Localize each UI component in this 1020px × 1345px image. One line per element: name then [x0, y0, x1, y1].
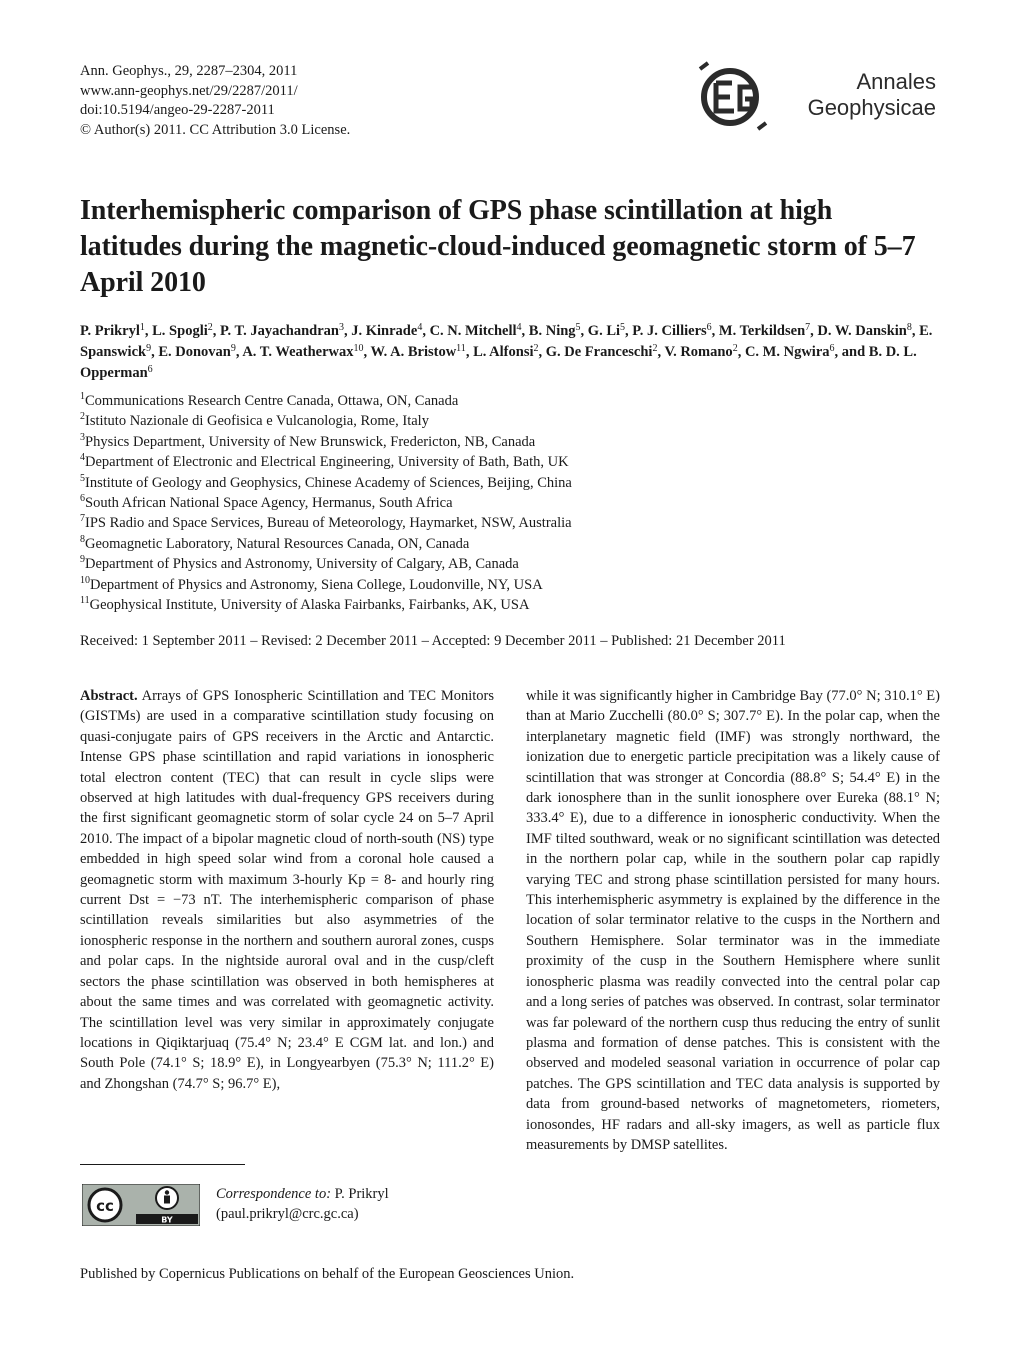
- publication-dates: Received: 1 September 2011 – Revised: 2 December 2011 – Accepted: 9 December 2011 – Published: 21 December 2011: [80, 633, 786, 649]
- affiliation-item: [80, 575, 940, 595]
- author-separator: ,: [538, 344, 546, 360]
- author-affiliation-marker: 10: [353, 343, 364, 354]
- affiliation-text: Geophysical Institute, University of Alaska Fairbanks, Fairbanks, AK, USA: [89, 597, 530, 614]
- author-affiliation-marker: 2: [732, 343, 738, 354]
- author-affiliation-marker: 6: [829, 343, 835, 354]
- cc-text: cc: [96, 1197, 114, 1215]
- author-separator: ,: [657, 344, 665, 360]
- eg-logo-icon: [694, 57, 774, 137]
- abstract-label: Abstract.: [80, 688, 138, 704]
- author-affiliation-marker: 9: [230, 343, 236, 354]
- author-affiliation-marker: 2: [533, 343, 539, 354]
- author-name: E. Spanswick: [80, 323, 933, 360]
- header-meta: [80, 62, 350, 140]
- author-name: C. N. Mitchell: [429, 323, 517, 339]
- author-affiliation-marker: 5: [620, 322, 626, 333]
- author-separator: ,: [344, 323, 352, 339]
- author-separator: ,: [521, 323, 529, 339]
- author-affiliation-marker: 8: [906, 322, 912, 333]
- author-separator: ,: [911, 323, 920, 339]
- author-separator: ,: [422, 323, 430, 339]
- affiliation-number: 9: [80, 554, 85, 566]
- affiliation-number: 4: [80, 452, 85, 464]
- affiliation-number: 3: [80, 431, 85, 443]
- affiliation-item: [80, 554, 940, 574]
- author-name: V. Romano: [664, 344, 733, 360]
- affiliation-text: Communications Research Centre Canada, Ottawa, ON, Canada: [85, 393, 459, 409]
- by-text: BY: [161, 1215, 173, 1225]
- journal-name: [776, 69, 936, 121]
- author-separator: ,: [711, 323, 719, 339]
- citation: Ann. Geophys., 29, 2287–2304, 2011: [80, 63, 298, 79]
- affiliation-text: Geomagnetic Laboratory, Natural Resources Canada, ON, Canada: [85, 535, 470, 552]
- affiliation-item: [80, 432, 940, 452]
- journal-name-line2: Geophysicae: [807, 95, 936, 120]
- affiliation-number: 2: [80, 411, 85, 423]
- author-name: L. Alfonsi: [473, 344, 534, 360]
- author-separator: ,: [363, 344, 371, 360]
- affiliation-text: Istituto Nazionale di Geofisica e Vulcanologia, Rome, Italy: [85, 413, 429, 430]
- affiliation-number: 7: [80, 513, 85, 525]
- affiliation-item: [80, 473, 940, 493]
- author-affiliation-marker: 6: [706, 322, 712, 333]
- author-separator: ,: [810, 323, 818, 339]
- correspondence-email[interactable]: (paul.prikryl@crc.gc.ca): [216, 1206, 359, 1223]
- affiliation-text: Department of Physics and Astronomy, University of Calgary, AB, Canada: [85, 556, 519, 573]
- author-affiliation-marker: 4: [417, 322, 423, 333]
- affiliation-item: [80, 513, 940, 533]
- author-separator: , and: [834, 344, 869, 360]
- author-affiliation-marker: 7: [805, 322, 811, 333]
- affiliation-item: [80, 595, 940, 615]
- author-name: B. D. L. Opperman: [80, 344, 917, 381]
- affiliation-number: 6: [80, 493, 85, 505]
- doi[interactable]: doi:10.5194/angeo-29-2287-2011: [80, 102, 275, 118]
- author-separator: ,: [465, 344, 474, 360]
- affiliation-item: [80, 452, 940, 472]
- cc-by-icon: [82, 1184, 200, 1226]
- author-name: G. Li: [587, 323, 621, 339]
- author-name: D. W. Danskin: [817, 323, 907, 339]
- author-separator: ,: [235, 344, 243, 360]
- author-name: P. J. Cilliers: [632, 323, 707, 339]
- affiliation-list: [80, 391, 940, 615]
- author-separator: ,: [212, 323, 220, 339]
- affiliation-text: Department of Physics and Astronomy, Siena College, Loudonville, NY, USA: [90, 576, 543, 593]
- affiliation-text: Physics Department, University of New Brunswick, Fredericton, NB, Canada: [85, 433, 536, 450]
- author-separator: ,: [144, 323, 153, 339]
- abstract-right-column: [526, 686, 940, 1155]
- abstract-left-column: [80, 686, 494, 1094]
- license-text: © Author(s) 2011. CC Attribution 3.0 License.: [80, 121, 351, 138]
- author-name: J. Kinrade: [351, 323, 418, 339]
- author-affiliation-marker: 9: [146, 343, 152, 354]
- affiliation-text: Institute of Geology and Geophysics, Chinese Academy of Sciences, Beijing, China: [85, 474, 572, 491]
- author-name: A. T. Weatherwax: [242, 344, 354, 360]
- paper-title: Interhemispheric comparison of GPS phase scintillation at high latitudes during the magnetic-cloud-induced geomagnetic storm of 5–7 April 2010: [80, 195, 916, 298]
- correspondence: [216, 1184, 389, 1225]
- author-name: W. A. Bristow: [370, 344, 457, 360]
- abstract-text-right: while it was significantly higher in Cambridge Bay (77.0° N; 310.1° E) than at Mario Zucchelli (80.0° S; 307.7° E). In the polar cap, when the interplanetary magnetic field (IMF) was strongly northward, the ionization due to energetic particle precipitation was a likely cause of scintillation that was stronger at Concordia (88.8° S; 54.4° E) in the dark ionosphere than in the sunlit ionosphere over Eureka (88.1° N; 333.4° E), due to a difference in ionospheric conductivity. When the IMF tilted southward, weak or no significant scintillation was detected in the northern polar cap, while in the southern polar cap rapidly varying TEC and strong phase scintillation persisted for many hours. This interhemispheric asymmetry is explained by the difference in the location of solar terminator relative to the cusps in the Northern and Southern Hemisphere. Solar terminator was in the immediate proximity of the cusp in the Southern Hemisphere where sunlit ionospheric plasma was readily convected into the central polar cap and a long series of patches was observed. In contrast, solar terminator was far poleward of the northern cusp thus reducing the entry of sunlit plasma and formation of dense patches. This is consistent with the observed and modeled seasonal variation in occurrence of polar cap patches. The GPS scintillation and TEC data analysis is supported by data from ground-based networks of magnetometers, riometers, ionosondes, HF radars and all-sky imagers, as well as particle flux measurements by DMSP satellites.: [526, 688, 940, 1153]
- journal-logo: [694, 57, 939, 137]
- author-separator: ,: [151, 344, 159, 360]
- author-name: P. T. Jayachandran: [220, 323, 339, 339]
- author-name: L. Spogli: [152, 323, 208, 339]
- author-affiliation-marker: 6: [147, 364, 153, 375]
- author-separator: ,: [580, 323, 588, 339]
- affiliation-number: 11: [80, 595, 90, 607]
- publisher-footer: Published by Copernicus Publications on behalf of the European Geosciences Union.: [80, 1266, 575, 1282]
- footnote-divider: [80, 1164, 245, 1165]
- author-name: B. Ning: [528, 323, 576, 339]
- article-url[interactable]: www.ann-geophys.net/29/2287/2011/: [80, 82, 298, 99]
- affiliation-text: IPS Radio and Space Services, Bureau of Meteorology, Haymarket, NSW, Australia: [85, 515, 572, 532]
- author-name: E. Donovan: [158, 344, 231, 360]
- affiliation-number: 1: [80, 391, 85, 402]
- author-affiliation-marker: 11: [456, 343, 466, 354]
- author-name: C. M. Ngwira: [744, 344, 830, 360]
- affiliation-item: [80, 391, 940, 411]
- affiliation-text: South African National Space Agency, Hermanus, South Africa: [85, 495, 453, 512]
- author-affiliation-marker: 2: [207, 322, 213, 333]
- author-affiliation-marker: 2: [652, 343, 658, 354]
- author-separator: ,: [625, 323, 633, 339]
- author-affiliation-marker: 5: [575, 322, 581, 333]
- author-name: P. Prikryl: [80, 323, 140, 339]
- journal-name-line1: Annales: [856, 69, 936, 94]
- affiliation-number: 10: [80, 574, 90, 586]
- affiliation-item: [80, 493, 940, 513]
- author-name: M. Terkildsen: [718, 323, 806, 339]
- author-affiliation-marker: 1: [139, 322, 145, 333]
- author-affiliation-marker: 3: [339, 322, 344, 333]
- correspondence-name: P. Prikryl: [334, 1186, 389, 1202]
- author-affiliation-marker: 4: [516, 322, 522, 333]
- affiliation-text: Department of Electronic and Electrical Engineering, University of Bath, Bath, UK: [85, 454, 569, 471]
- affiliation-item: [80, 411, 940, 431]
- affiliation-item: [80, 534, 940, 554]
- author-separator: ,: [737, 344, 745, 360]
- abstract-text-left: Arrays of GPS Ionospheric Scintillation and TEC Monitors (GISTMs) are used in a comparative scintillation study focusing on quasi-conjugate pairs of GPS receivers in the Arctic and Antarctic. Intense GPS phase scintillation and rapid variations in ionospheric total electron content (TEC) that can result in cycle slips were observed at high latitudes with dual-frequency GPS receivers during the first significant geomagnetic storm of solar cycle 24 on 5–7 April 2010. The impact of a bipolar magnetic cloud of north-south (NS) type embedded in high speed solar wind from a coronal hole caused a geomagnetic storm with maximum 3-hourly Kp = 8- and hourly ring current Dst = −73 nT. The interhemispheric comparison of phase scintillation reveals similarities but also asymmetries of the ionospheric response in the northern and southern auroral zones, cusps and polar caps. In the nightside auroral oval and in the cusp/cleft sectors the phase scintillation was observed in both hemispheres at about the same times and was correlated with geomagnetic activity. The scintillation level was very similar in approximately conjugate locations in Qiqiktarjuaq (75.4° N; 23.4° E CGM lat. and lon.) and South Pole (74.1° S; 18.9° E), in Longyearbyen (75.3° N; 111.2° E) and Zhongshan (74.7° S; 96.7° E),: [80, 688, 494, 1092]
- affiliation-number: 8: [80, 533, 85, 545]
- correspondence-label: Correspondence to:: [216, 1186, 332, 1202]
- author-name: G. De Franceschi: [545, 344, 653, 360]
- author-list: [80, 321, 940, 384]
- affiliation-number: 5: [80, 472, 85, 484]
- cc-by-license-badge[interactable]: [82, 1184, 200, 1226]
